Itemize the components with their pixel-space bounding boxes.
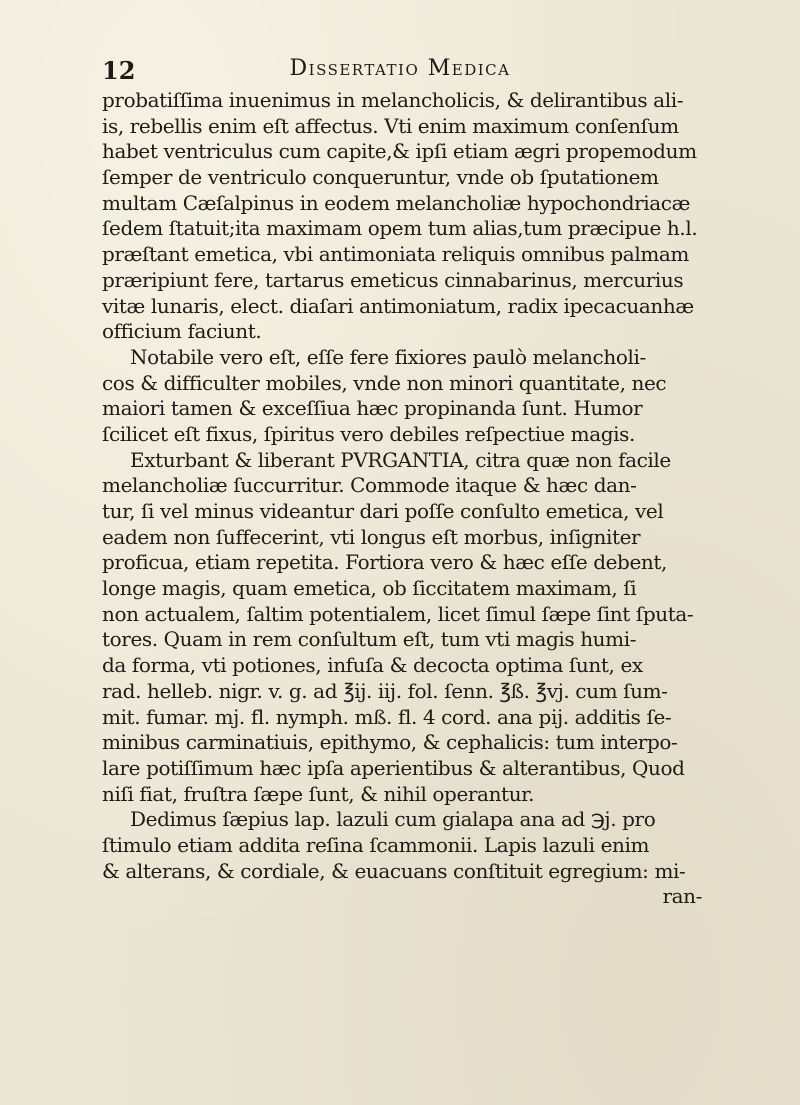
text-line: præripiunt fere, tartarus emeticus cinnabarinus, mercurius (102, 267, 684, 292)
body-text (102, 88, 702, 910)
text-line: Dedimus ſæpius lap. lazuli cum gialapa ana ad ℈j. pro (130, 807, 656, 832)
running-title: Dissertatio Medica (289, 56, 511, 81)
text-line: maiori tamen & exceſſiua hæc propinanda ſunt. Humor (102, 396, 643, 421)
text-line: cos & difficulter mobiles, vnde non minori quantitate, nec (102, 370, 667, 395)
text-line: is, rebellis enim eſt affectus. Vti enim maximum conſenſum (102, 113, 679, 138)
catchword: ran- (662, 884, 702, 909)
text-line: vitæ lunaris, elect. diaſari antimoniatum, radix ipecacuanhæ (102, 293, 694, 318)
text-line: da forma, vti potiones, infuſa & decocta optima ſunt, ex (102, 653, 643, 678)
text-line: tores. Quam in rem conſultum eſt, tum vti magis humi- (102, 627, 637, 652)
page-header (102, 56, 698, 86)
text-line: eadem non ſuffecerint, vti longus eſt morbus, inſigniter (102, 524, 641, 549)
text-line: habet ventriculus cum capite,& ipſi etiam ægri propemodum (102, 139, 697, 164)
text-line: Notabile vero eſt, eſſe fere fixiores paulò melancholi- (130, 344, 646, 369)
text-line: longe magis, quam emetica, ob ſiccitatem maximam, ſi (102, 576, 637, 601)
text-line: Exturbant & liberant PVRGANTIA, citra quæ non facile (130, 447, 671, 472)
text-line: & alterans, & cordiale, & euacuans conſtituit egregium: mi- (102, 858, 686, 883)
text-line: mit. fumar. mj. fl. nymph. mß. fl. 4 cord. ana pij. additis ſe- (102, 704, 672, 729)
text-line: niſi fiat, fruſtra ſæpe ſunt, & nihil operantur. (102, 781, 535, 806)
text-line: melancholiæ ſuccurritur. Commode itaque & hæc dan- (102, 473, 637, 498)
text-line: rad. helleb. nigr. v. g. ad ℥ij. iij. fol. ſenn. ℥ß. ℥vj. cum ſum- (102, 678, 668, 703)
text-line: ſemper de ventriculo conqueruntur, vnde ob ſputationem (102, 165, 659, 190)
text-line: multam Cæſalpinus in eodem melancholiæ hypochondriacæ (102, 190, 690, 215)
text-line: non actualem, ſaltim potentialem, licet ſimul ſæpe ſint ſputa- (102, 601, 694, 626)
text-line: præſtant emetica, vbi antimoniata reliquis omnibus palmam (102, 242, 689, 267)
text-line: ſtimulo etiam addita reſina ſcammonii. Lapis lazuli enim (102, 832, 650, 857)
text-line: officium faciunt. (102, 319, 262, 344)
text-line: tur, ſi vel minus videantur dari poſſe conſulto emetica, vel (102, 499, 664, 523)
text-line: probatiſſima inuenimus in melancholicis, & delirantibus ali- (102, 88, 684, 112)
text-line: ſedem ſtatuit;ita maximam opem tum alias,tum præcipue h.l. (102, 216, 698, 241)
text-line: proficua, etiam repetita. Fortiora vero & hæc eſſe debent, (102, 550, 667, 575)
text-line: minibus carminatiuis, epithymo, & cephalicis: tum interpo- (102, 730, 678, 755)
text-line: ſcilicet eſt fixus, ſpiritus vero debiles reſpectiue magis. (102, 421, 635, 446)
page-number: 12 (102, 56, 136, 85)
text-line: lare potiſſimum hæc ipſa aperientibus & alterantibus, Quod (102, 755, 685, 780)
